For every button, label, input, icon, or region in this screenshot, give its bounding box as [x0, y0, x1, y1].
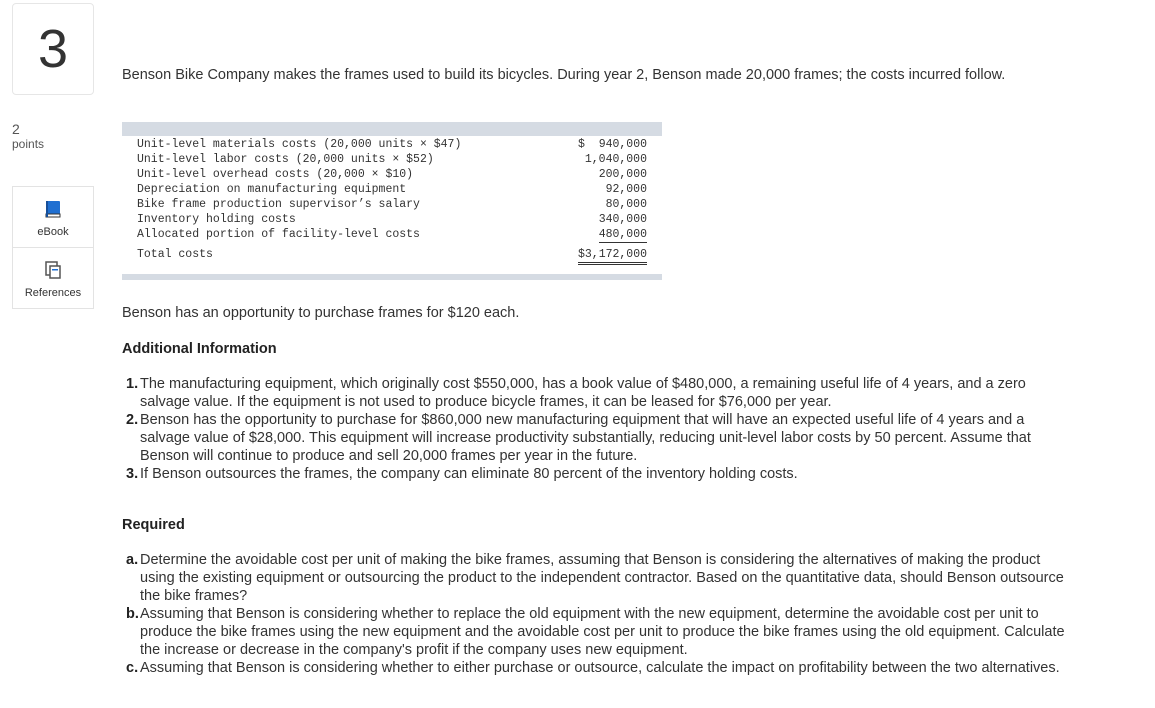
- cost-label: Inventory holding costs: [137, 213, 296, 226]
- total-amount: $3,172,000: [578, 248, 647, 265]
- list-item: [122, 465, 1067, 483]
- cost-label: Unit-level labor costs (20,000 units × $52): [137, 153, 434, 166]
- cost-row: [137, 213, 647, 228]
- cost-label: Depreciation on manufacturing equipment: [137, 183, 407, 196]
- list-text: The manufacturing equipment, which originally cost $550,000, has a book value of $480,000, a remaining useful life of 4 years, and a zero salvage value. If the equipment is not used to produce bicycle frames, it can be leased for $76,000 per year.: [140, 376, 1026, 410]
- points-indicator: [12, 122, 44, 152]
- points-value: 2: [12, 121, 20, 137]
- documents-icon: [43, 248, 63, 287]
- cost-amount: 480,000: [598, 228, 647, 241]
- references-button[interactable]: [12, 247, 94, 309]
- list-item: [122, 375, 1067, 411]
- list-marker: a.: [126, 552, 139, 568]
- list-text: If Benson outsources the frames, the company can eliminate 80 percent of the inventory holding costs.: [140, 466, 798, 482]
- cost-amount: 92,000: [605, 183, 647, 196]
- list-marker: 1.: [126, 376, 139, 392]
- opportunity-text: Benson has an opportunity to purchase frames for $120 each.: [122, 305, 520, 321]
- ebook-button[interactable]: [12, 186, 94, 248]
- cost-row: [137, 138, 647, 153]
- cost-table: [122, 122, 662, 280]
- cost-row: [137, 198, 647, 213]
- question-number: 3: [12, 3, 94, 95]
- required-list: [122, 551, 1067, 677]
- total-label: Total costs: [137, 248, 213, 261]
- list-item: [122, 659, 1067, 677]
- book-icon: [43, 187, 63, 226]
- ebook-label: eBook: [37, 226, 69, 238]
- cost-amount: 340,000: [598, 213, 647, 226]
- references-label: References: [24, 287, 82, 299]
- list-marker: c.: [126, 660, 139, 676]
- list-item: [122, 551, 1067, 605]
- list-text: Benson has the opportunity to purchase for $860,000 new manufacturing equipment that will have an expected useful life of 4 years and a salvage value of $28,000. This equipment will increase productivity substantially, reducing unit-level labor costs by 50 percent. Assume that Benson will continue to produce and sell 20,000 frames per year in the future.: [140, 412, 1031, 464]
- list-item: [122, 605, 1067, 659]
- additional-info-heading: Additional Information: [122, 341, 277, 357]
- cost-label: Unit-level materials costs (20,000 units × $47): [137, 138, 462, 151]
- required-heading: Required: [122, 517, 185, 533]
- cost-amount: $ 940,000: [577, 138, 647, 151]
- cost-amount: 80,000: [605, 198, 647, 211]
- cost-row: [137, 153, 647, 168]
- cost-row: [137, 183, 647, 198]
- cost-row: [137, 168, 647, 183]
- list-marker: b.: [126, 606, 139, 622]
- cost-row: [137, 228, 647, 243]
- cost-label: Bike frame production supervisor’s salary: [137, 198, 420, 211]
- list-text: Determine the avoidable cost per unit of making the bike frames, assuming that Benson is considering the alternatives of making the product using the existing equipment or outsourcing the product to the independent contractor. Based on the quantitative data, should Benson outsource the bike frames?: [140, 552, 1064, 604]
- list-marker: 3.: [126, 466, 139, 482]
- intro-text: Benson Bike Company makes the frames used to build its bicycles. During year 2, Benson made 20,000 frames; the costs incurred follow.: [122, 67, 1006, 83]
- additional-info-list: [122, 375, 1067, 483]
- cost-label: Unit-level overhead costs (20,000 × $10): [137, 168, 414, 181]
- list-text: Assuming that Benson is considering whether to either purchase or outsource, calculate the impact on profitability between the two alternatives.: [140, 660, 1060, 676]
- cost-amount: 200,000: [598, 168, 647, 181]
- cost-label: Allocated portion of facility-level costs: [137, 228, 420, 241]
- list-item: [122, 411, 1067, 465]
- cost-amount: 1,040,000: [584, 153, 647, 166]
- points-label: points: [12, 137, 45, 151]
- cost-total-row: [137, 248, 647, 263]
- list-text: Assuming that Benson is considering whether to replace the old equipment with the new equipment, determine the avoidable cost per unit to produce the bike frames using the new equipment and the avoidable cost per unit to produce the bike frames using the old equipment. Calculate the increase or decrease in the company's profit if the company uses new equipment.: [140, 606, 1065, 658]
- list-marker: 2.: [126, 412, 139, 428]
